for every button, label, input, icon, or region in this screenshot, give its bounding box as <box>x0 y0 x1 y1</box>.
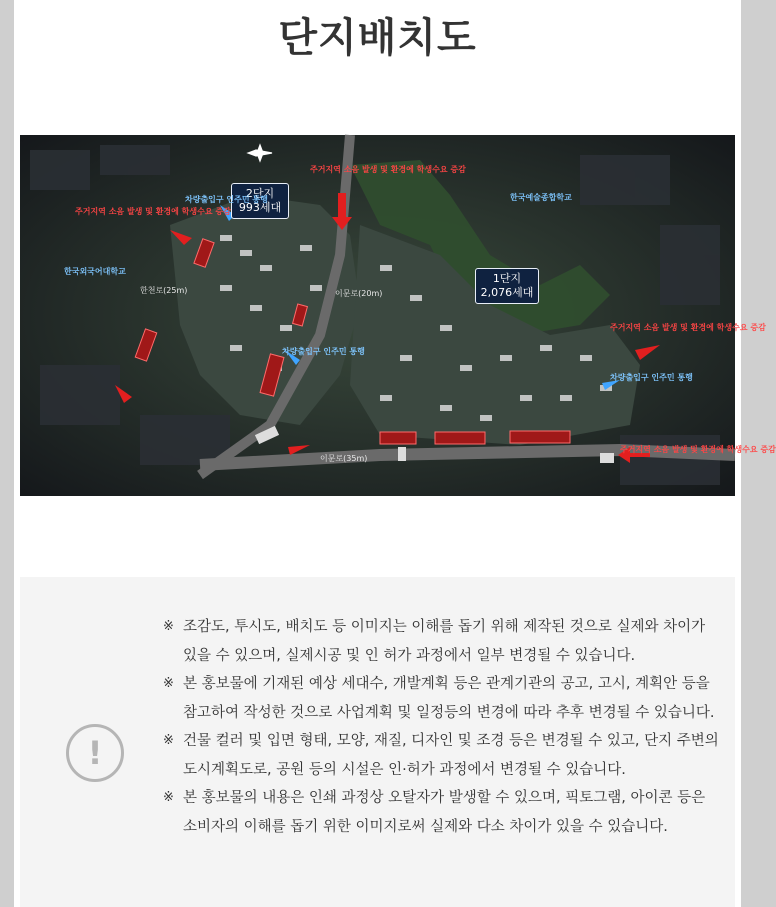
map-note-red: 주거지역 소음 발생 및 환경에 학생수요 증감 <box>610 323 766 332</box>
notice-item: ※ 본 홍보물의 내용은 인쇄 과정상 오탈자가 발생할 수 있으며, 픽토그램, 아이콘 등은 소비자의 이해를 돕기 위한 이미지로써 실제와 다소 차이가 있을 수 있습니다. <box>163 784 723 841</box>
road-label: 한천로(25m) <box>140 286 188 295</box>
site-plan-image <box>20 135 776 496</box>
map-note-blue: 차량출입구 인주민 통행 <box>185 195 268 204</box>
map-note-blue: 차량출입구 인주민 통행 <box>282 347 365 356</box>
site-plan-svg <box>20 135 735 496</box>
map-note-red: 주거지역 소음 발생 및 환경에 학생수요 증감 <box>75 207 231 216</box>
map-note-blue: 차량출입구 인주민 통행 <box>610 373 693 382</box>
map-note-red: 주거지역 소음 발생 및 환경에 학생수요 증감 <box>620 445 776 454</box>
notice-item: ※ 건물 컬러 및 입면 형태, 모양, 재질, 디자인 및 조경 등은 변경될 수 있고, 단지 주변의 도시계획도로, 공원 등의 시설은 인·허가 과정에서 변경될 수 있습니다. <box>163 727 723 784</box>
map-note-blue: 한국예술종합학교 <box>510 193 572 202</box>
road-label: 이문로(35m) <box>320 454 368 463</box>
content-frame <box>14 0 776 907</box>
road-label: 이문로(20m) <box>335 289 383 298</box>
map-note-red: 주거지역 소음 발생 및 환경에 학생수요 증감 <box>310 165 466 174</box>
complex-1-tag <box>475 268 539 304</box>
map-note-blue: 한국외국어대학교 <box>64 267 126 276</box>
exclamation-circle-icon: ! <box>66 724 124 782</box>
notice-item: ※ 본 홍보물에 기재된 예상 세대수, 개발계획 등은 관계기관의 공고, 고시, 계획안 등을 참고하여 작성한 것으로 사업계획 및 일정등의 변경에 따라 추후 변경될 수 있습니다. <box>163 670 723 727</box>
complex-1-name: 1단지 <box>492 272 522 285</box>
notice-item: ※ 조감도, 투시도, 배치도 등 이미지는 이해를 돕기 위해 제작된 것으로 실제와 차이가 있을 수 있으며, 실제시공 및 인 허가 과정에서 일부 변경될 수 있습니다. <box>163 613 723 670</box>
complex-2-name: 2단지 <box>245 187 275 200</box>
page-title: 단지배치도 <box>278 15 477 61</box>
notice-box <box>20 577 735 907</box>
complex-2-households: 993세대 <box>238 201 282 214</box>
notice-list <box>163 613 723 841</box>
complex-1-households: 2,076세대 <box>480 286 534 299</box>
